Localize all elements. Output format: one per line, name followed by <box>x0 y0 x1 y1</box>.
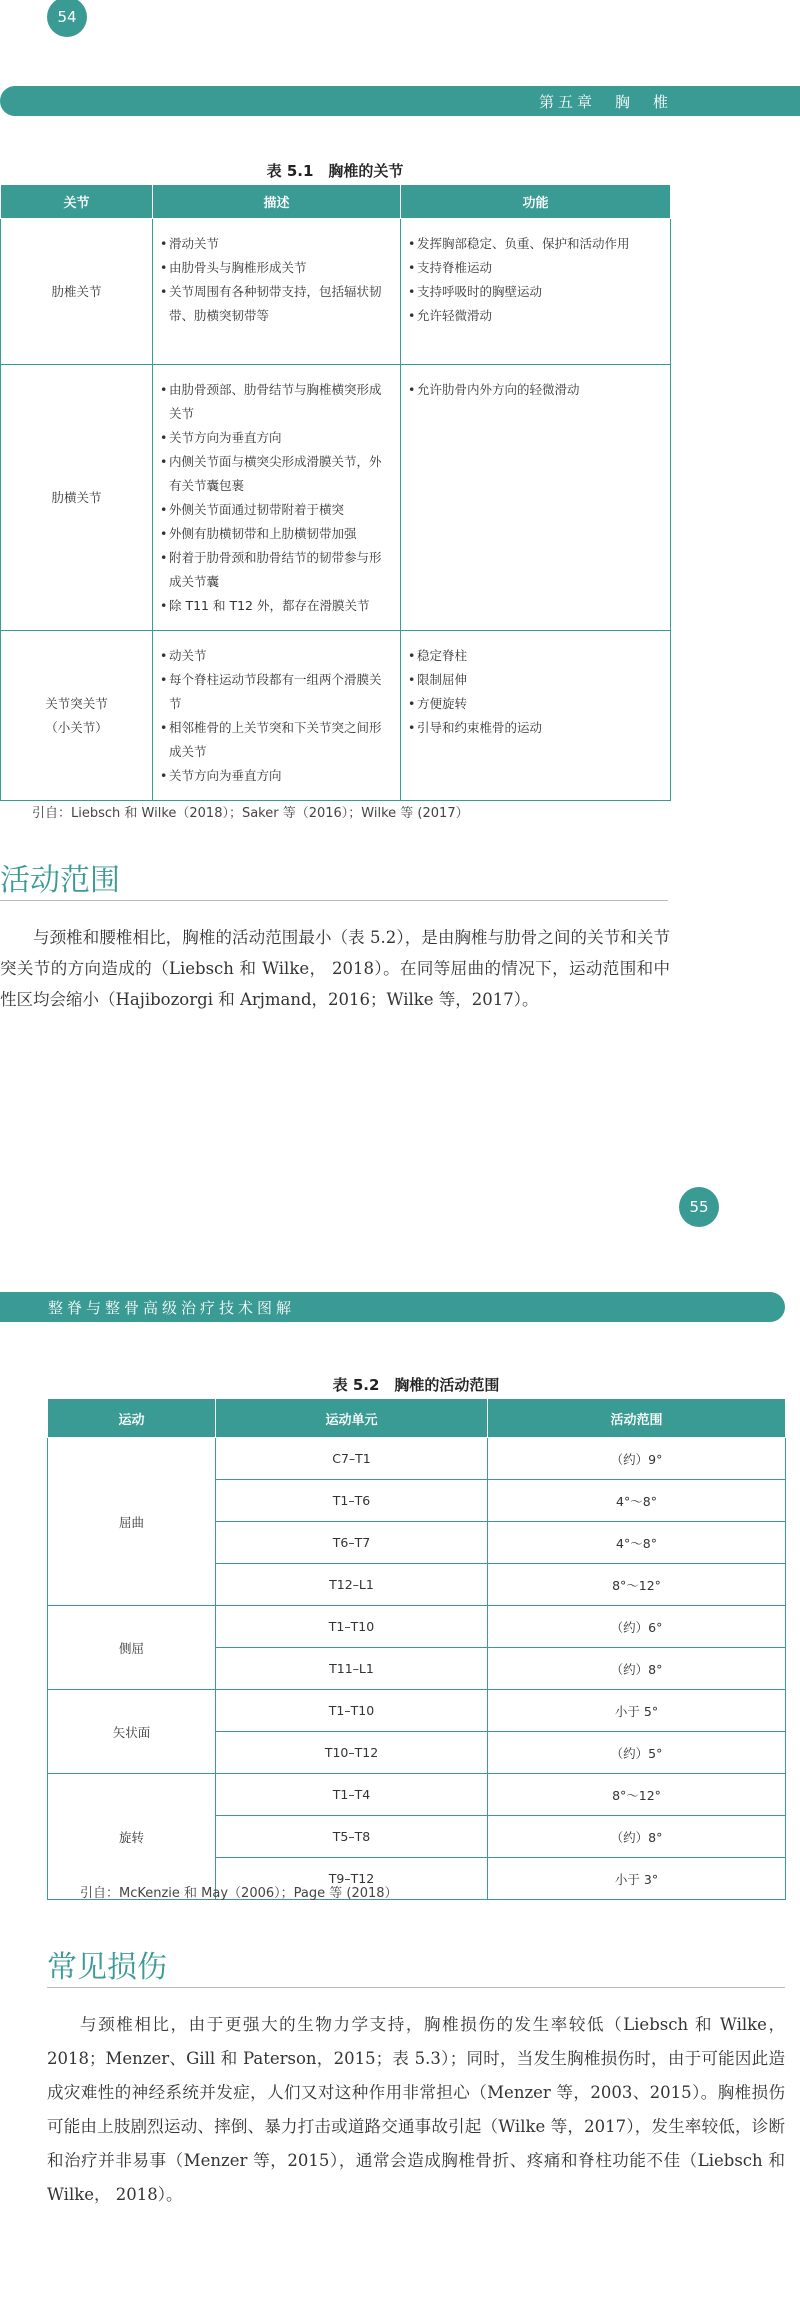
table-row <box>48 1438 786 1480</box>
section-divider <box>47 1987 785 1988</box>
section-divider <box>0 900 668 901</box>
table-row <box>48 1774 786 1816</box>
column-header: 描述 <box>153 185 401 219</box>
list-item: • 外侧有肋横韧带和上肋横韧带加强 <box>160 522 393 546</box>
table-header-row <box>48 1399 786 1438</box>
list-item: • 除 T11 和 T12 外，都存在滑膜关节 <box>160 594 393 618</box>
section-title: 活动范围 <box>0 863 120 898</box>
joint-name: 肋横关节 <box>1 365 153 631</box>
function-cell <box>401 219 671 365</box>
range-cell: （约）8° <box>488 1816 786 1858</box>
range-cell: （约）8° <box>488 1648 786 1690</box>
list-item: • 附着于肋骨颈和肋骨结节的韧带参与形成关节囊 <box>160 546 393 594</box>
table-row <box>1 631 671 801</box>
list-item: • 稳定脊柱 <box>408 644 663 668</box>
range-cell: （约）9° <box>488 1438 786 1480</box>
list-item: • 支持呼吸时的胸壁运动 <box>408 280 663 304</box>
unit-cell: T12–L1 <box>216 1564 488 1606</box>
table-citation: 引自：McKenzie 和 May（2006）；Page 等 (2018） <box>80 1886 398 1901</box>
joint-name-sub: （小关节） <box>45 719 108 735</box>
list-item: • 滑动关节 <box>160 232 393 256</box>
description-cell <box>153 631 401 801</box>
list-item: • 由肋骨颈部、肋骨结节与胸椎横突形成关节 <box>160 378 393 426</box>
page-number-badge: 54 <box>47 0 87 37</box>
movement-cell: 矢状面 <box>48 1690 216 1774</box>
range-cell: （约）5° <box>488 1732 786 1774</box>
column-header: 运动 <box>48 1399 216 1438</box>
range-cell: 4°～8° <box>488 1522 786 1564</box>
list-item: • 每个脊柱运动节段都有一组两个滑膜关节 <box>160 668 393 716</box>
page-number-badge: 55 <box>679 1187 719 1227</box>
table-citation: 引自：Liebsch 和 Wilke（2018）；Saker 等（2016）；Wilke 等 (2017） <box>32 806 469 821</box>
joint-name: 肋椎关节 <box>1 219 153 365</box>
column-header: 关节 <box>1 185 153 219</box>
body-paragraph: 与颈椎相比，由于更强大的生物力学支持，胸椎损伤的发生率较低（Liebsch 和 Wilke，2018；Menzer、Gill 和 Paterson，2015；表 5.3）；同时，当发生胸椎损伤时，由于可能因此造成灾难性的神经系统并发症，人们又对这种作用非常担心（Menzer 等，2003、2015）。胸椎损伤可能由上肢剧烈运动、摔倒、暴力打击或道路交通事故引起（Wilke 等，2017），发生率较低，诊断和治疗并非易事（Menzer 等，2015），通常会造成胸椎骨折、疼痛和脊柱功能不佳（Liebsch 和 Wilke， 2018）。 <box>47 2015 785 2204</box>
table-header-row <box>1 185 671 219</box>
list-item: • 相邻椎骨的上关节突和下关节突之间形成关节 <box>160 716 393 764</box>
range-cell: 8°～12° <box>488 1564 786 1606</box>
joint-name <box>1 631 153 801</box>
joint-name-main: 关节突关节 <box>45 695 108 711</box>
chapter-header-bar <box>0 86 800 116</box>
list-item: • 内侧关节面与横突尖形成滑膜关节，外有关节囊包裹 <box>160 450 393 498</box>
unit-cell: T11–L1 <box>216 1648 488 1690</box>
unit-cell: T10–T12 <box>216 1732 488 1774</box>
function-cell <box>401 631 671 801</box>
list-item: • 方便旋转 <box>408 692 663 716</box>
column-header: 运动单元 <box>216 1399 488 1438</box>
unit-cell: T1–T4 <box>216 1774 488 1816</box>
list-item: • 动关节 <box>160 644 393 668</box>
description-cell <box>153 219 401 365</box>
section-title: 常见损伤 <box>47 1950 167 1985</box>
joints-table <box>0 184 671 801</box>
table-row <box>48 1690 786 1732</box>
table-row <box>1 219 671 365</box>
function-cell <box>401 365 671 631</box>
list-item: • 允许肋骨内外方向的轻微滑动 <box>408 378 663 402</box>
table-title: 表 5.1 胸椎的关节 <box>266 162 404 180</box>
range-of-motion-table <box>47 1398 786 1900</box>
unit-cell: T9–T12 <box>216 1858 488 1900</box>
list-item: • 发挥胸部稳定、负重、保护和活动作用 <box>408 232 663 256</box>
movement-cell: 旋转 <box>48 1774 216 1900</box>
list-item: • 引导和约束椎骨的运动 <box>408 716 663 740</box>
range-cell: 小于 3° <box>488 1858 786 1900</box>
movement-cell: 侧屈 <box>48 1606 216 1690</box>
column-header: 功能 <box>401 185 671 219</box>
unit-cell: T6–T7 <box>216 1522 488 1564</box>
table-title: 表 5.2 胸椎的活动范围 <box>332 1376 500 1394</box>
book-title: 整脊与整骨高级治疗技术图解 <box>48 1298 296 1317</box>
table-row <box>1 365 671 631</box>
range-cell: 4°～8° <box>488 1480 786 1522</box>
range-cell: 小于 5° <box>488 1690 786 1732</box>
list-item: • 外侧关节面通过韧带附着于横突 <box>160 498 393 522</box>
unit-cell: T1–T10 <box>216 1606 488 1648</box>
list-item: • 关节方向为垂直方向 <box>160 426 393 450</box>
unit-cell: T1–T6 <box>216 1480 488 1522</box>
description-cell <box>153 365 401 631</box>
list-item: • 限制屈伸 <box>408 668 663 692</box>
chapter-title: 第五章 胸 椎 <box>538 92 672 111</box>
list-item: • 关节方向为垂直方向 <box>160 764 393 788</box>
body-paragraph: 与颈椎和腰椎相比，胸椎的活动范围最小（表 5.2），是由胸椎与肋骨之间的关节和关节突关节的方向造成的（Liebsch 和 Wilke， 2018）。在同等屈曲的情况下，运动范围和中性区均会缩小（Hajibozorgi 和 Arjmand，2016；Wilke 等，2017）。 <box>0 928 670 1009</box>
unit-cell: T5–T8 <box>216 1816 488 1858</box>
range-cell: 8°～12° <box>488 1774 786 1816</box>
column-header: 活动范围 <box>488 1399 786 1438</box>
list-item: • 关节周围有各种韧带支持，包括辐状韧带、肋横突韧带等 <box>160 280 393 328</box>
movement-cell: 屈曲 <box>48 1438 216 1606</box>
unit-cell: C7–T1 <box>216 1438 488 1480</box>
list-item: • 由肋骨头与胸椎形成关节 <box>160 256 393 280</box>
unit-cell: T1–T10 <box>216 1690 488 1732</box>
table-row <box>48 1606 786 1648</box>
list-item: • 允许轻微滑动 <box>408 304 663 328</box>
list-item: • 支持脊椎运动 <box>408 256 663 280</box>
range-cell: （约）6° <box>488 1606 786 1648</box>
book-header-bar <box>0 1292 785 1322</box>
